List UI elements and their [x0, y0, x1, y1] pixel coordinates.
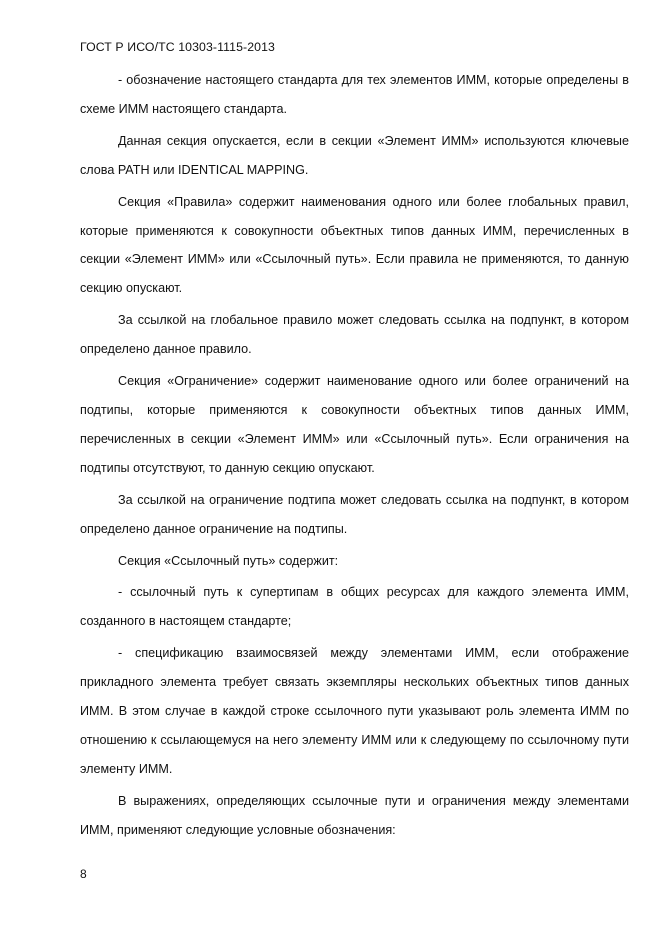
paragraph-4: За ссылкой на глобальное правило может следовать ссылка на подпункт, в котором определено данное правило.: [80, 313, 629, 357]
document-body: [80, 66, 629, 848]
page-number: 8: [80, 867, 87, 881]
paragraph-2: Данная секция опускается, если в секции «Элемент ИММ» используются ключевые слова PATH или IDENTICAL MAPPING.: [80, 133, 629, 177]
paragraph-5: Секция «Ограничение» содержит наименование одного или более ограничений на подтипы, которые применяются к совокупности объектных типов данных ИММ, перечисленных в секции «Элемент ИММ» или «Ссылочный путь». Если ограничения на подтипы отсутствуют, то данную секцию опускают.: [80, 374, 629, 475]
paragraph-1: - обозначение настоящего стандарта для тех элементов ИММ, которые определены в схеме ИММ настоящего стандарта.: [80, 73, 629, 116]
paragraph-3: Секция «Правила» содержит наименования одного или более глобальных правил, которые применяются к совокупности объектных типов данных ИММ, перечисленных в секции «Элемент ИММ» или «Ссылочный путь». Если правила не применяются, то данную секцию опускают.: [80, 194, 629, 296]
paragraph-8: В выражениях, определяющих ссылочные пути и ограничения между элементами ИММ, применяют следующие условные обозначения:: [80, 793, 629, 837]
paragraph-7: Секция «Ссылочный путь» содержит:: [118, 553, 339, 568]
list-item-1: - ссылочный путь к супертипам в общих ресурсах для каждого элемента ИММ, созданного в настоящем стандарте;: [80, 585, 629, 629]
paragraph-6: За ссылкой на ограничение подтипа может следовать ссылка на подпункт, в котором определено данное ограничение на подтипы.: [80, 492, 629, 536]
list-item-2: - спецификацию взаимосвязей между элементами ИММ, если отображение прикладного элемента требует связать экземпляры нескольких объектных типов данных ИММ. В этом случае в каждой строке ссылочного пути указывают роль элемента ИММ по отношению к ссылающемуся на него элементу ИММ или к следующему по ссылочному пути элементу ИММ.: [80, 646, 629, 776]
document-header: ГОСТ Р ИСО/ТС 10303-1115-2013: [80, 40, 275, 54]
